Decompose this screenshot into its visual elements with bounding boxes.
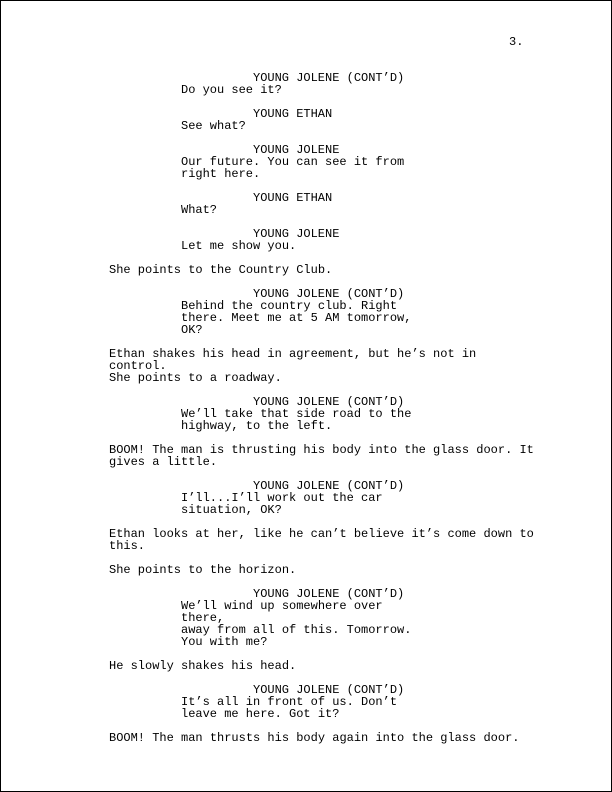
- script-dialogue: Behind the country club. Right there. Meet me at 5 AM tomorrow, OK?: [181, 299, 412, 337]
- script-character: YOUNG JOLENE (CONT’D): [253, 587, 405, 601]
- script-dialogue: We’ll wind up somewhere over there, away from all of this. Tomorrow. You with me?: [181, 599, 412, 649]
- script-character: YOUNG JOLENE (CONT’D): [253, 683, 405, 697]
- script-dialogue: Our future. You can see it from right here.: [181, 155, 405, 181]
- script-character: YOUNG JOLENE (CONT’D): [253, 287, 405, 301]
- script-character: YOUNG JOLENE: [253, 227, 340, 241]
- script-dialogue: We’ll take that side road to the highway, to the left.: [181, 407, 412, 433]
- script-body: [109, 72, 549, 744]
- script-action: He slowly shakes his head.: [109, 659, 297, 673]
- script-dialogue: I’ll...I’ll work out the car situation, OK?: [181, 491, 383, 517]
- script-character: YOUNG ETHAN: [253, 107, 333, 121]
- script-action: She points to the horizon.: [109, 563, 297, 577]
- script-dialogue: See what?: [181, 119, 246, 133]
- page-number: 3.: [509, 35, 524, 49]
- script-dialogue: Do you see it?: [181, 83, 282, 97]
- script-character: YOUNG JOLENE (CONT’D): [253, 395, 405, 409]
- script-action: Ethan shakes his head in agreement, but he’s not in control. She points to a roadway.: [109, 347, 477, 385]
- script-character: YOUNG JOLENE (CONT’D): [253, 479, 405, 493]
- script-character: YOUNG JOLENE: [253, 143, 340, 157]
- script-dialogue: Let me show you.: [181, 239, 297, 253]
- script-character: YOUNG JOLENE (CONT’D): [253, 71, 405, 85]
- script-action: BOOM! The man thrusts his body again into the glass door.: [109, 731, 520, 745]
- script-action: BOOM! The man is thrusting his body into the glass door. It gives a little.: [109, 443, 534, 469]
- script-dialogue: It’s all in front of us. Don’t leave me here. Got it?: [181, 695, 398, 721]
- script-character: YOUNG ETHAN: [253, 191, 333, 205]
- script-dialogue: What?: [181, 203, 218, 217]
- script-action: Ethan looks at her, like he can’t believe it’s come down to this.: [109, 527, 534, 553]
- script-action: She points to the Country Club.: [109, 263, 333, 277]
